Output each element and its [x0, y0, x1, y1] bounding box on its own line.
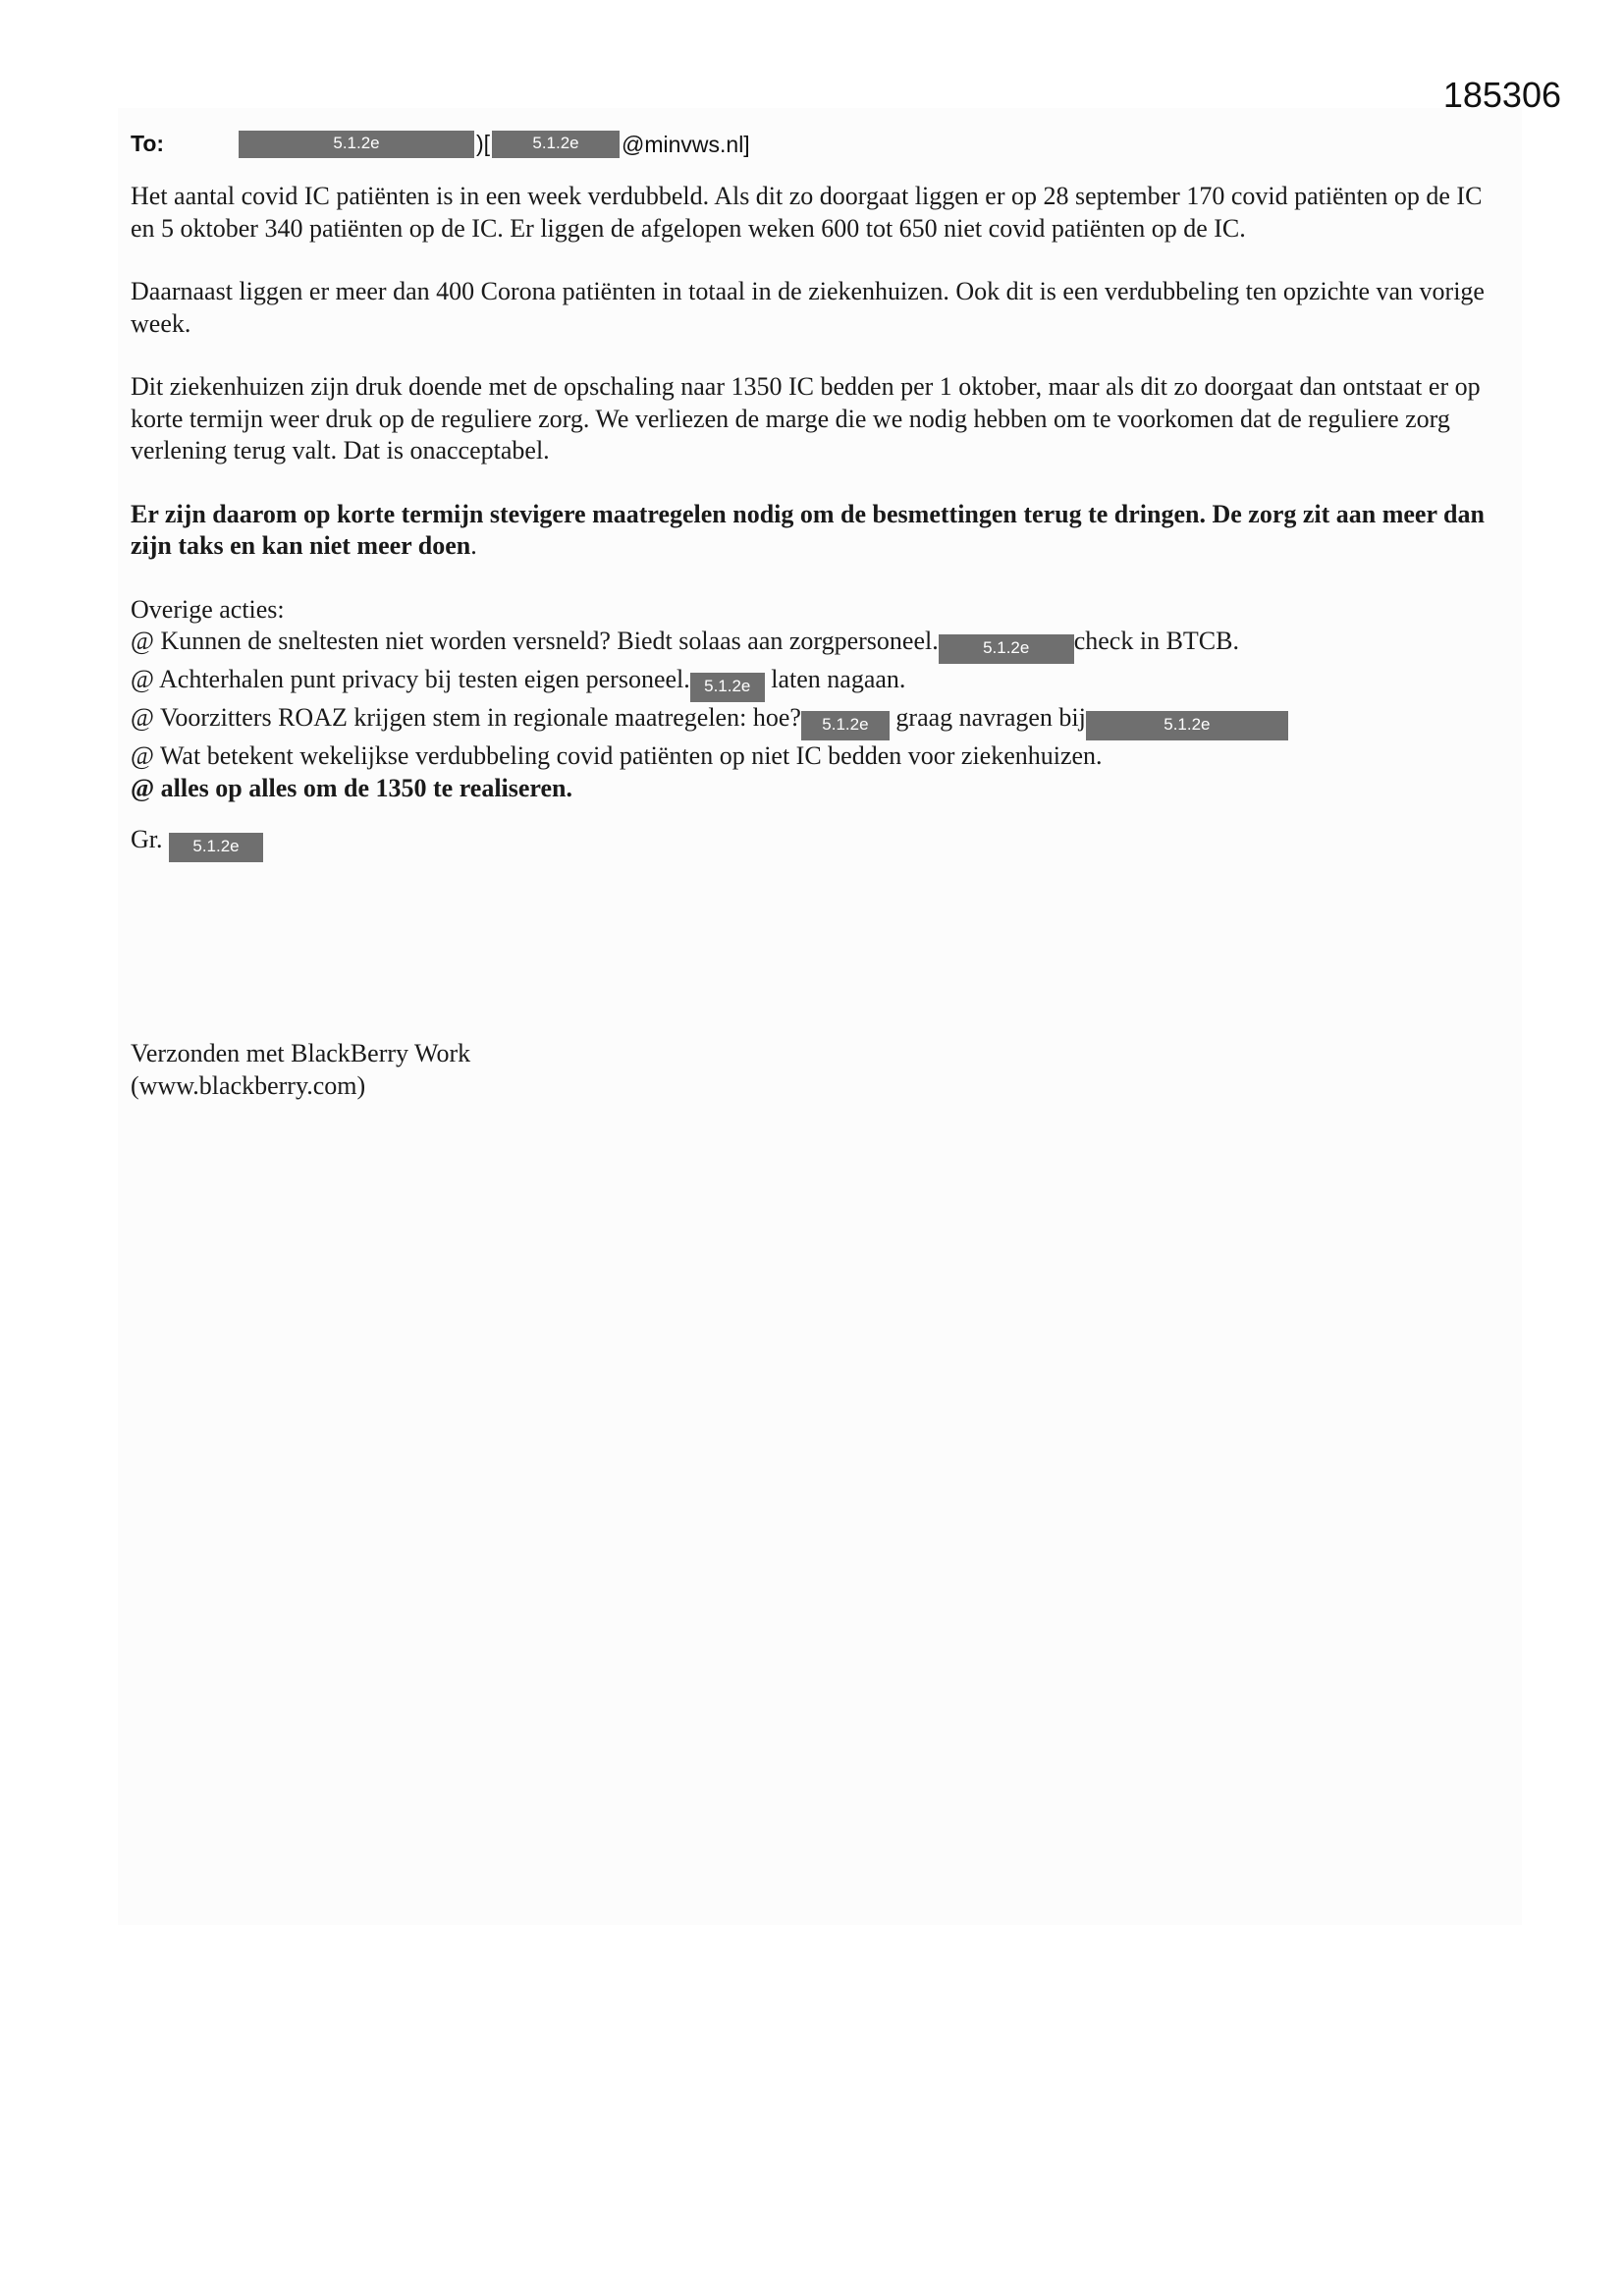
recipient-line: [131, 128, 1112, 157]
paragraph-hospital-patients: Daarnaast liggen er meer dan 400 Corona patiënten in totaal in de ziekenhuizen. Ook dit is een verdubbeling ten opzichte van vorige week.: [131, 277, 1485, 338]
signature-line: Verzonden met BlackBerry Work: [131, 1039, 471, 1067]
paragraph-measures: [131, 499, 1505, 563]
action-item: [131, 740, 1505, 773]
action-text: @ alles op alles om de 1350 te realiseren.: [131, 773, 572, 802]
greeting: [131, 824, 1505, 862]
paragraph-ic-patients: Het aantal covid IC patiënten is in een week verdubbeld. Als dit zo doorgaat liggen er op 28 september 170 covid patiënten op de IC en 5 oktober 340 patiënten op de IC. Er liggen de afgelopen weken 600 tot 650 niet covid patiënten op de IC.: [131, 182, 1483, 243]
action-text: check in BTCB.: [1073, 627, 1239, 655]
other-actions: [131, 594, 1505, 805]
recipient-separator: )[: [476, 131, 491, 156]
to-label: To:: [131, 131, 165, 156]
redaction-box: 5.1.2e: [939, 634, 1074, 664]
action-text: graag navragen bij: [895, 703, 1086, 732]
actions-list: [131, 626, 1505, 804]
action-text: laten nagaan.: [771, 665, 906, 693]
action-item: [131, 773, 1505, 805]
action-text: @ Wat betekent wekelijkse verdubbeling covid patiënten op niet IC bedden voor ziekenhuizen.: [131, 741, 1103, 770]
redaction-box: 5.1.2e: [492, 131, 620, 158]
redaction-box: 5.1.2e: [169, 833, 263, 862]
document-number: 185306: [1442, 75, 1561, 115]
paragraph-scaling: Dit ziekenhuizen zijn druk doende met de opschaling naar 1350 IC bedden per 1 oktober, maar als dit zo doorgaat dan ontstaat er op korte termijn weer druk op de reguliere zorg. We verliezen de marge die we nodig hebben om te voorkomen dat de reguliere zorg verlening terug valt. Dat is onacceptabel.: [131, 372, 1481, 465]
redaction-box: 5.1.2e: [1086, 711, 1288, 740]
redaction-box: 5.1.2e: [690, 673, 765, 702]
email-signature: [131, 1037, 470, 1102]
action-text: @ Kunnen de sneltesten niet worden versneld? Biedt solaas aan zorgpersoneel.: [131, 627, 939, 655]
action-text: @ Achterhalen punt privacy bij testen eigen personeel.: [131, 665, 690, 693]
signature-url: (www.blackberry.com): [131, 1071, 366, 1100]
email-body: [131, 181, 1505, 862]
actions-heading: Overige acties:: [131, 594, 285, 624]
greeting-text: Gr.: [131, 825, 163, 853]
action-text: @ Voorzitters ROAZ krijgen stem in regionale maatregelen: hoe?: [131, 703, 801, 732]
action-item: [131, 702, 1505, 740]
measures-period: .: [470, 531, 477, 560]
redaction-box: 5.1.2e: [801, 711, 890, 740]
redaction-box: 5.1.2e: [239, 131, 474, 158]
action-item: [131, 626, 1505, 664]
action-item: [131, 664, 1505, 702]
measures-text: Er zijn daarom op korte termijn stevigere maatregelen nodig om de besmettingen terug te dringen. De zorg zit aan meer dan zijn taks en kan niet meer doen: [131, 499, 1485, 560]
email-domain: @minvws.nl]: [622, 132, 750, 157]
